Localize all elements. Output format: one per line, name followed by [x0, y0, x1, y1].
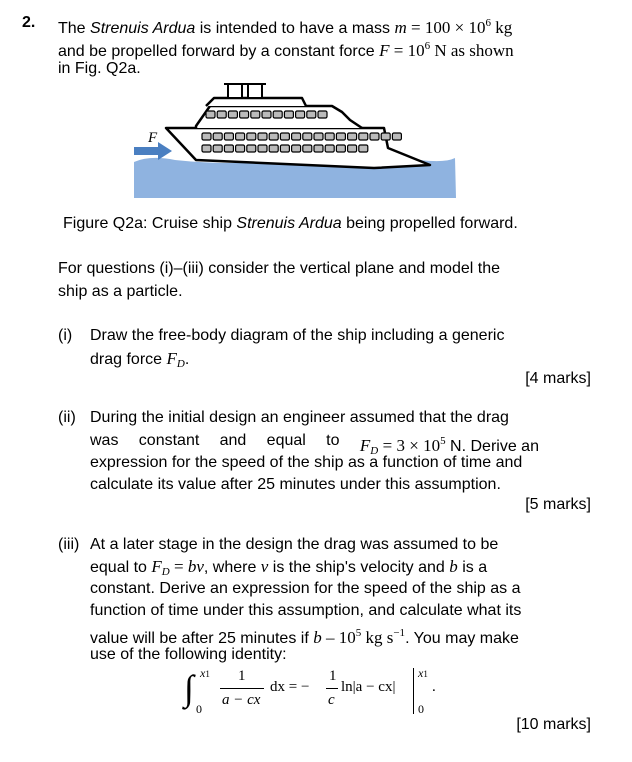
ship-window — [314, 133, 323, 140]
force-exponent: 6 — [424, 40, 431, 52]
ship-window — [280, 133, 289, 140]
equals-sign: = — [169, 557, 188, 576]
window-row-top — [206, 111, 327, 118]
ship-name: Strenuis Ardua — [90, 20, 196, 37]
mass-unit: kg — [490, 18, 513, 37]
ship-window — [262, 111, 271, 118]
intro-text: and be propelled forward by a constant force — [58, 43, 380, 60]
ship-window — [224, 133, 233, 140]
ship-window — [303, 145, 312, 152]
eval-upper-subscript: 1 — [423, 669, 428, 679]
ship-funnels — [224, 84, 266, 98]
v-symbol: v — [260, 557, 269, 576]
ln-expression: ln|a − cx| — [341, 679, 396, 695]
ship-figure — [0, 0, 632, 210]
fraction-bar — [220, 688, 264, 689]
mass-value: = 100 × 10 — [406, 18, 486, 37]
b-symbol: b — [313, 628, 322, 647]
part-i-text: drag force — [90, 351, 167, 368]
caption-ship-name: Strenuis Ardua — [236, 215, 342, 232]
part-iii-line-1: At a later stage in the design the drag was assumed to be — [90, 536, 499, 553]
upper-symbol: x — [200, 666, 206, 680]
part-ii-text: N. Derive an — [445, 438, 539, 455]
part-iii-text: is a — [457, 559, 488, 576]
part-ii-word: equal — [266, 432, 306, 449]
ship-window — [348, 133, 357, 140]
ship-window — [206, 111, 215, 118]
part-ii-word: constant — [138, 432, 200, 449]
ship-window — [296, 111, 305, 118]
drag-symbol: F — [151, 557, 162, 576]
mass-exponent: 6 — [485, 17, 491, 29]
ship-window — [228, 111, 237, 118]
eval-upper-symbol: x — [418, 666, 424, 680]
ship-window — [247, 133, 256, 140]
ship-window — [370, 133, 379, 140]
part-ii-line-4: calculate its value after 25 minutes under this assumption. — [90, 476, 501, 493]
part-iii-line-4: function of time under this assumption, and calculate what its — [90, 602, 522, 619]
ship-window — [336, 145, 345, 152]
drag-subscript: D — [370, 445, 379, 457]
part-ii-marks: [5 marks] — [525, 496, 591, 513]
ship-window — [303, 133, 312, 140]
ship-window — [381, 133, 390, 140]
b-value: – 10 — [321, 628, 356, 647]
eval-upper — [418, 666, 428, 681]
ship-window — [213, 145, 222, 152]
force-arrow-label: F — [148, 130, 158, 146]
part-iii-label: (iii) — [58, 536, 80, 553]
figure-caption — [63, 213, 518, 235]
part-ii-word: and — [219, 432, 247, 449]
ship-window — [251, 111, 260, 118]
identity-end: . — [432, 679, 436, 695]
force-unit-text: N as shown — [430, 41, 514, 60]
ship-window — [258, 145, 267, 152]
ship-window — [213, 133, 222, 140]
ship-window — [292, 145, 301, 152]
part-ii-word: to — [326, 432, 340, 449]
ship-window — [359, 133, 368, 140]
model-text-line-2: ship as a particle. — [58, 283, 183, 300]
intro-line-3: in Fig. Q2a. — [58, 60, 141, 77]
fraction-numerator: 1 — [238, 668, 246, 684]
part-i-line-1: Draw the free-body diagram of the ship including a generic — [90, 327, 505, 344]
part-ii-label: (ii) — [58, 409, 76, 426]
model-text-line-1: For questions (i)–(iii) consider the vertical plane and model the — [58, 260, 500, 277]
fraction-denominator: a − cx — [222, 692, 261, 708]
question-number: 2. — [22, 14, 36, 31]
part-i-label: (i) — [58, 327, 73, 344]
ship-window — [318, 111, 327, 118]
ship-window — [224, 145, 233, 152]
ship-window — [269, 133, 278, 140]
ship-window — [236, 133, 245, 140]
ship-window — [284, 111, 293, 118]
part-iii-text: , where — [203, 559, 261, 576]
upper-subscript: 1 — [205, 669, 210, 679]
fraction2-bar — [326, 688, 338, 689]
ship-window — [280, 145, 289, 152]
fraction2-numerator: 1 — [329, 668, 337, 684]
drag-exponent: 5 — [440, 435, 446, 447]
integral-lower: 0 — [196, 702, 202, 716]
drag-subscript: D — [161, 566, 170, 578]
integral-identity — [180, 666, 440, 720]
part-iii-text: is the ship's velocity and — [268, 559, 450, 576]
ship-window — [240, 111, 249, 118]
part-iii-line-6: use of the following identity: — [90, 646, 287, 663]
part-ii-line-3: expression for the speed of the ship as a function of time and — [90, 454, 523, 471]
force-value: = 10 — [389, 41, 425, 60]
drag-symbol: F — [359, 436, 371, 455]
force-symbol: F — [379, 41, 390, 60]
drag-subscript: D — [176, 358, 185, 370]
ship-window — [336, 133, 345, 140]
ship-window — [202, 133, 211, 140]
ship-window — [359, 145, 368, 152]
part-ii-line-1: During the initial design an engineer assumed that the drag — [90, 409, 509, 426]
ship-window — [314, 145, 323, 152]
b-exponent: 5 — [355, 627, 362, 639]
integral-upper — [200, 666, 210, 681]
ship-window — [258, 133, 267, 140]
b-symbol: b — [449, 557, 458, 576]
b-unit-exponent: −1 — [393, 627, 406, 639]
part-iii-text: equal to — [90, 559, 152, 576]
caption-text: being propelled forward. — [341, 215, 518, 232]
caption-text: Figure Q2a: Cruise ship — [63, 215, 237, 232]
part-iii-text: . You may make — [405, 630, 519, 647]
mass-symbol: m — [394, 18, 407, 37]
evaluation-bar — [413, 668, 414, 714]
ship-window — [325, 133, 334, 140]
drag-value: = 3 × 10 — [382, 436, 441, 455]
part-iii-text: value will be after 25 minutes if — [90, 630, 314, 647]
ship-window — [292, 133, 301, 140]
part-i-marks: [4 marks] — [525, 370, 591, 387]
fraction2-denominator: c — [328, 692, 335, 708]
dx-equals: dx = − — [270, 679, 310, 695]
ship-window — [247, 145, 256, 152]
ship-window — [392, 133, 401, 140]
ship-window — [236, 145, 245, 152]
drag-symbol: F — [166, 349, 177, 368]
window-row-bottom — [202, 145, 368, 152]
intro-text: The — [58, 20, 91, 37]
ship-window — [217, 111, 226, 118]
ship-window — [325, 145, 334, 152]
part-i-line-2: drag force $F_D$. — [90, 349, 190, 370]
part-iii-marks: [10 marks] — [516, 716, 591, 733]
intro-text: is intended to have a mass — [195, 20, 395, 37]
eval-lower: 0 — [418, 702, 424, 716]
b-unit: kg s — [361, 628, 394, 647]
part-ii-word: was — [90, 432, 119, 449]
ship-window — [307, 111, 316, 118]
ship-window — [269, 145, 278, 152]
part-iii-line-3: constant. Derive an expression for the speed of the ship as a — [90, 580, 521, 597]
bv-symbol: bv — [187, 557, 204, 576]
ship-window — [273, 111, 282, 118]
integral-sign: ∫ — [184, 668, 194, 708]
ship-window — [348, 145, 357, 152]
ship-window — [202, 145, 211, 152]
